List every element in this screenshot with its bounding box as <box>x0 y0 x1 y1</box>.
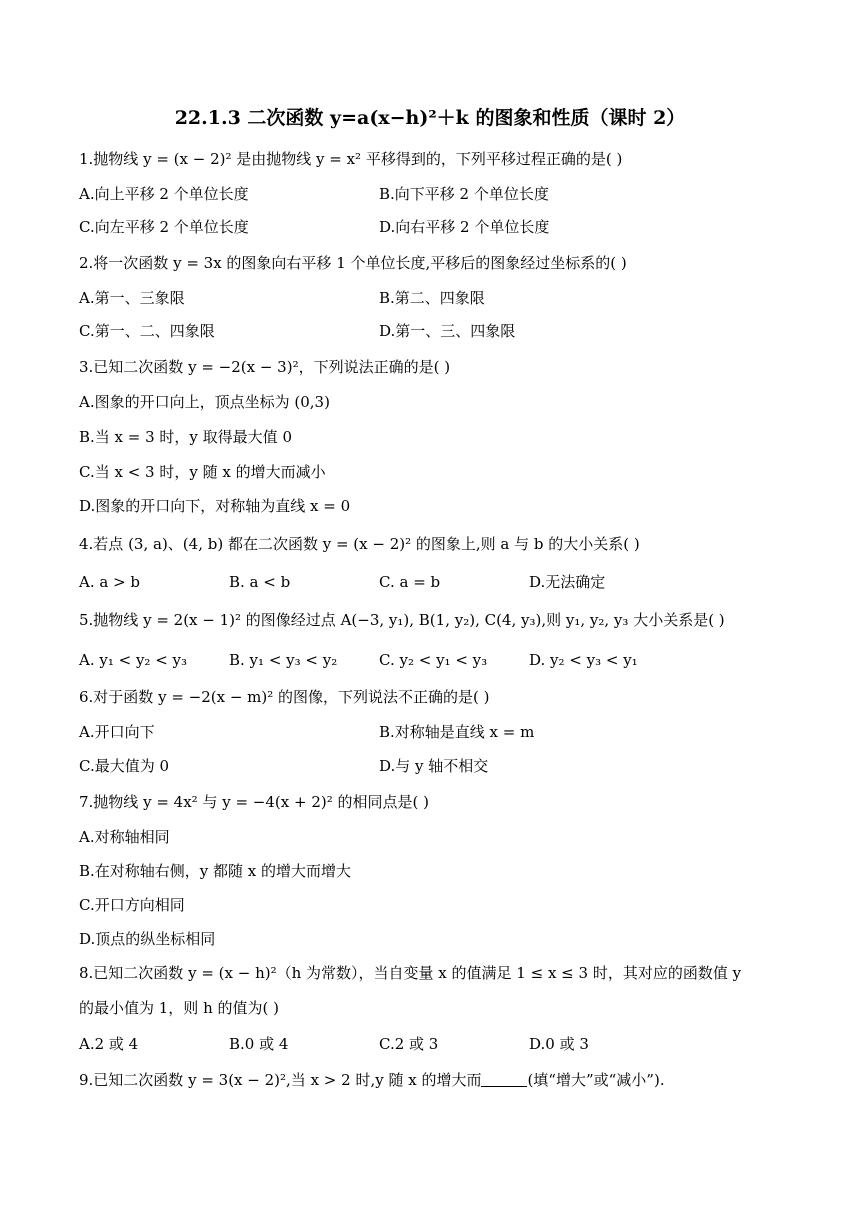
question-3-option-a: A.图象的开口向上，顶点坐标为 (0,3) <box>79 393 330 411</box>
question-6-option-a: A.开口向下 <box>79 723 155 741</box>
question-5-option-b: B. y₁ < y₃ < y₂ <box>229 651 338 669</box>
question-6-stem: 6.对于函数 y = −2(x − m)² 的图像，下列说法不正确的是( ) <box>79 688 490 706</box>
question-7-option-c: C.开口方向相同 <box>79 896 185 914</box>
question-3-option-d: D.图象的开口向下，对称轴为直线 x = 0 <box>79 497 351 515</box>
question-5-option-c: C. y₂ < y₁ < y₃ <box>379 651 488 669</box>
question-1-option-d: D.向右平移 2 个单位长度 <box>379 218 550 236</box>
question-2-option-c: C.第一、二、四象限 <box>79 322 215 340</box>
question-1-option-c: C.向左平移 2 个单位长度 <box>79 218 249 236</box>
question-5-option-d: D. y₂ < y₃ < y₁ <box>529 651 638 669</box>
question-8-option-b: B.0 或 4 <box>229 1035 289 1053</box>
question-1-stem: 1.抛物线 y = (x − 2)² 是由抛物线 y = x² 平移得到的，下列平移过程正确的是( ) <box>79 150 623 168</box>
question-6-option-b: B.对称轴是直线 x = m <box>379 723 535 741</box>
question-4-stem: 4.若点 (3, a)、(4, b) 都在二次函数 y = (x − 2)² 的图象上,则 a 与 b 的大小关系( ) <box>79 535 640 553</box>
question-4-option-b: B. a < b <box>229 573 291 591</box>
question-1-option-a: A.向上平移 2 个单位长度 <box>79 185 249 203</box>
question-9-stem: 9.已知二次函数 y = 3(x − 2)²,当 x > 2 时,y 随 x 的增大而 <box>79 1071 482 1089</box>
question-3-stem: 3.已知二次函数 y = −2(x − 3)²，下列说法正确的是( ) <box>79 358 451 376</box>
page-title: 22.1.3 二次函数 y=a(x−h)²＋k 的图象和性质（课时 2） <box>174 107 686 129</box>
question-2-option-d: D.第一、三、四象限 <box>379 322 516 340</box>
question-7-option-d: D.顶点的纵坐标相同 <box>79 930 216 948</box>
question-8-option-c: C.2 或 3 <box>379 1035 439 1053</box>
question-3-option-c: C.当 x < 3 时，y 随 x 的增大而减小 <box>79 463 326 481</box>
question-2-stem: 2.将一次函数 y = 3x 的图象向右平移 1 个单位长度,平移后的图象经过坐标系的( ) <box>79 254 627 272</box>
question-7-option-a: A.对称轴相同 <box>79 828 170 846</box>
question-8-stem: 8.已知二次函数 y = (x − h)²（h 为常数），当自变量 x 的值满足 1 ≤ x ≤ 3 时，其对应的函数值 y <box>79 964 742 982</box>
question-7-option-b: B.在对称轴右侧，y 都随 x 的增大而增大 <box>79 862 352 880</box>
question-9 <box>79 1069 665 1091</box>
question-1-option-b: B.向下平移 2 个单位长度 <box>379 185 549 203</box>
question-6-option-c: C.最大值为 0 <box>79 757 170 775</box>
question-8-option-d: D.0 或 3 <box>529 1035 589 1053</box>
question-2-option-a: A.第一、三象限 <box>79 289 185 307</box>
question-9-stem-end: (填“增大”或“减小”). <box>527 1071 665 1089</box>
answer-blank[interactable] <box>481 1072 527 1087</box>
question-4-option-a: A. a > b <box>79 573 141 591</box>
question-5-option-a: A. y₁ < y₂ < y₃ <box>79 651 188 669</box>
question-7-stem: 7.抛物线 y = 4x² 与 y = −4(x + 2)² 的相同点是( ) <box>79 793 429 811</box>
question-4-option-d: D.无法确定 <box>529 573 606 591</box>
question-3-option-b: B.当 x = 3 时，y 取得最大值 0 <box>79 428 292 446</box>
question-4-option-c: C. a = b <box>379 573 441 591</box>
question-2-option-b: B.第二、四象限 <box>379 289 485 307</box>
question-8-option-a: A.2 或 4 <box>79 1035 139 1053</box>
question-5-stem: 5.抛物线 y = 2(x − 1)² 的图像经过点 A(−3, y₁), B(1, y₂), C(4, y₃),则 y₁, y₂, y₃ 大小关系是( ) <box>79 611 725 629</box>
question-6-option-d: D.与 y 轴不相交 <box>379 757 489 775</box>
question-8-stem-continued: 的最小值为 1，则 h 的值为( ) <box>79 999 279 1017</box>
